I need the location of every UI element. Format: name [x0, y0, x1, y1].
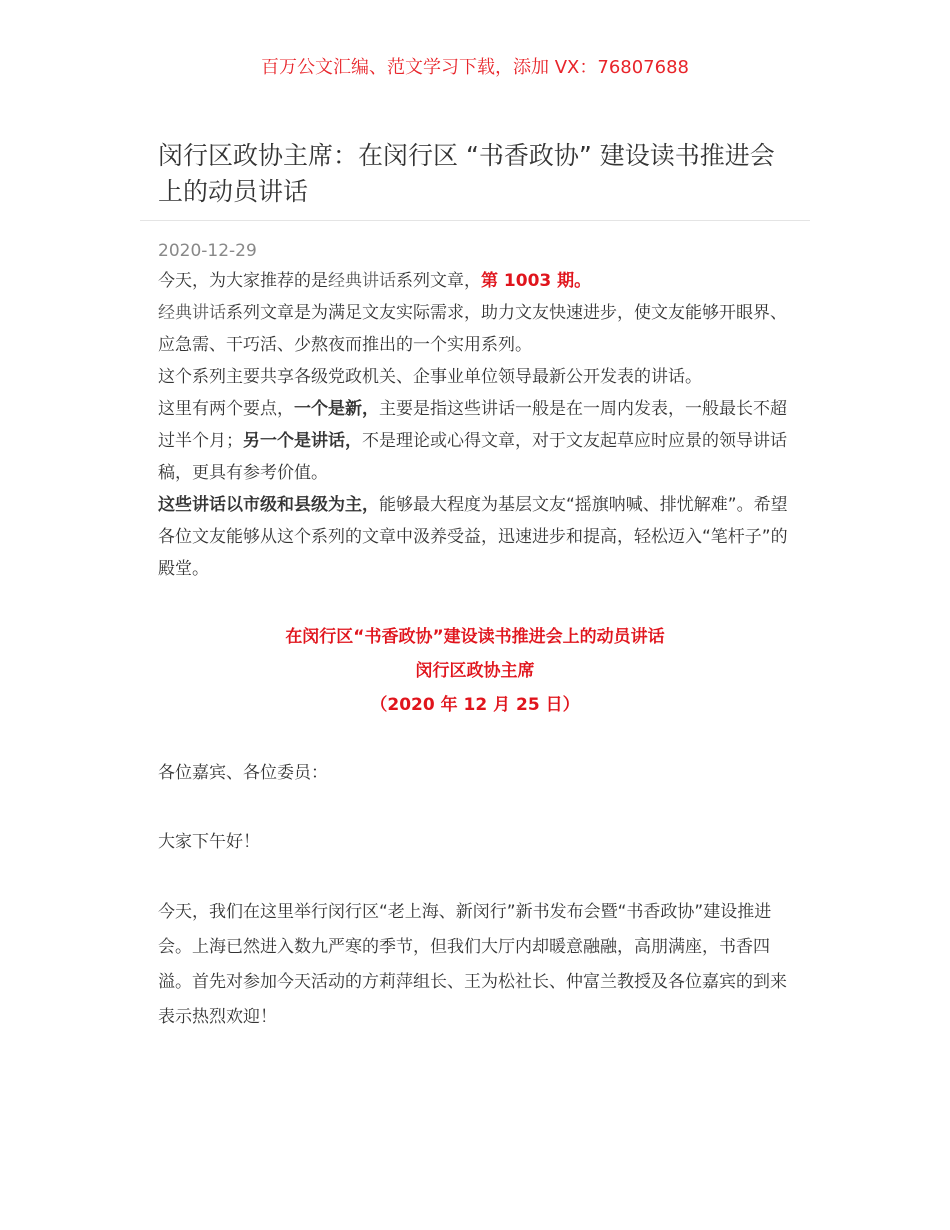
intro-paragraph-1	[158, 265, 794, 297]
speech-greeting: 大家下午好！	[158, 832, 260, 852]
intro-text: 今天，为大家推荐的是	[158, 271, 328, 291]
intro-text: 系列文章是为满足文友实际需求，助力文友快速进步，使文友能够开眼界、应急需、干巧活、少熬夜而推出的一个实用系列。	[158, 303, 787, 355]
issue-number: 第 1003 期。	[481, 271, 592, 291]
key-point-level: 这些讲话以市级和县级为主，	[158, 495, 379, 515]
intro-text: 系列文章，	[396, 271, 481, 291]
article-date: 2020-12-29	[158, 241, 257, 261]
intro-text: 不是理论或心得文章，对于文友起草应时应景的领导讲话稿，更具有参考价值。	[158, 431, 787, 483]
speech-speaker: 闵行区政协主席	[415, 661, 535, 681]
key-point-new: 一个是新，	[294, 399, 379, 419]
speech-heading: 在闵行区“书香政协”建设读书推进会上的动员讲话	[285, 627, 665, 647]
series-name: 经典讲话	[328, 271, 396, 291]
intro-section	[158, 265, 794, 585]
speech-paragraph: 今天，我们在这里举行闵行区“老上海、新闵行”新书发布会暨“书香政协”建设推进会。上海已然进入数九严寒的季节，但我们大厅内却暖意融融，高朋满座，书香四溢。首先对参加今天活动的方莉萍组长、王为松社长、仲富兰教授及各位嘉宾的到来表示热烈欢迎！	[158, 902, 787, 1027]
speech-date: （2020 年 12 月 25 日）	[370, 695, 580, 715]
intro-paragraph-3: 这个系列主要共享各级党政机关、企事业单位领导最新公开发表的讲话。	[158, 367, 702, 387]
speech-salutation: 各位嘉宾、各位委员：	[158, 763, 328, 783]
title-divider	[140, 220, 810, 221]
intro-text: 这里有两个要点，	[158, 399, 294, 419]
speech-header	[0, 620, 950, 722]
article-title: 闵行区政协主席：在闵行区 “书香政协” 建设读书推进会上的动员讲话	[158, 141, 775, 206]
key-point-speech: 另一个是讲话，	[243, 431, 362, 451]
series-name: 经典讲话	[158, 303, 226, 323]
promo-banner: 百万公文汇编、范文学习下载，添加 VX：76807688	[261, 57, 689, 78]
intro-paragraph-4	[158, 393, 794, 489]
intro-paragraph-2	[158, 297, 794, 361]
intro-paragraph-5	[158, 489, 794, 585]
intro-text: 能够最大程度为基层文友“摇旗呐喊、排忧解难”。希望各位文友能够从这个系列的文章中汲养受益，迅速进步和提高，轻松迈入“笔杆子”的殿堂。	[158, 495, 788, 579]
intro-text: 主要是指这些讲话一般是在一周内发表，一般最长不超过半个月；	[158, 399, 787, 451]
